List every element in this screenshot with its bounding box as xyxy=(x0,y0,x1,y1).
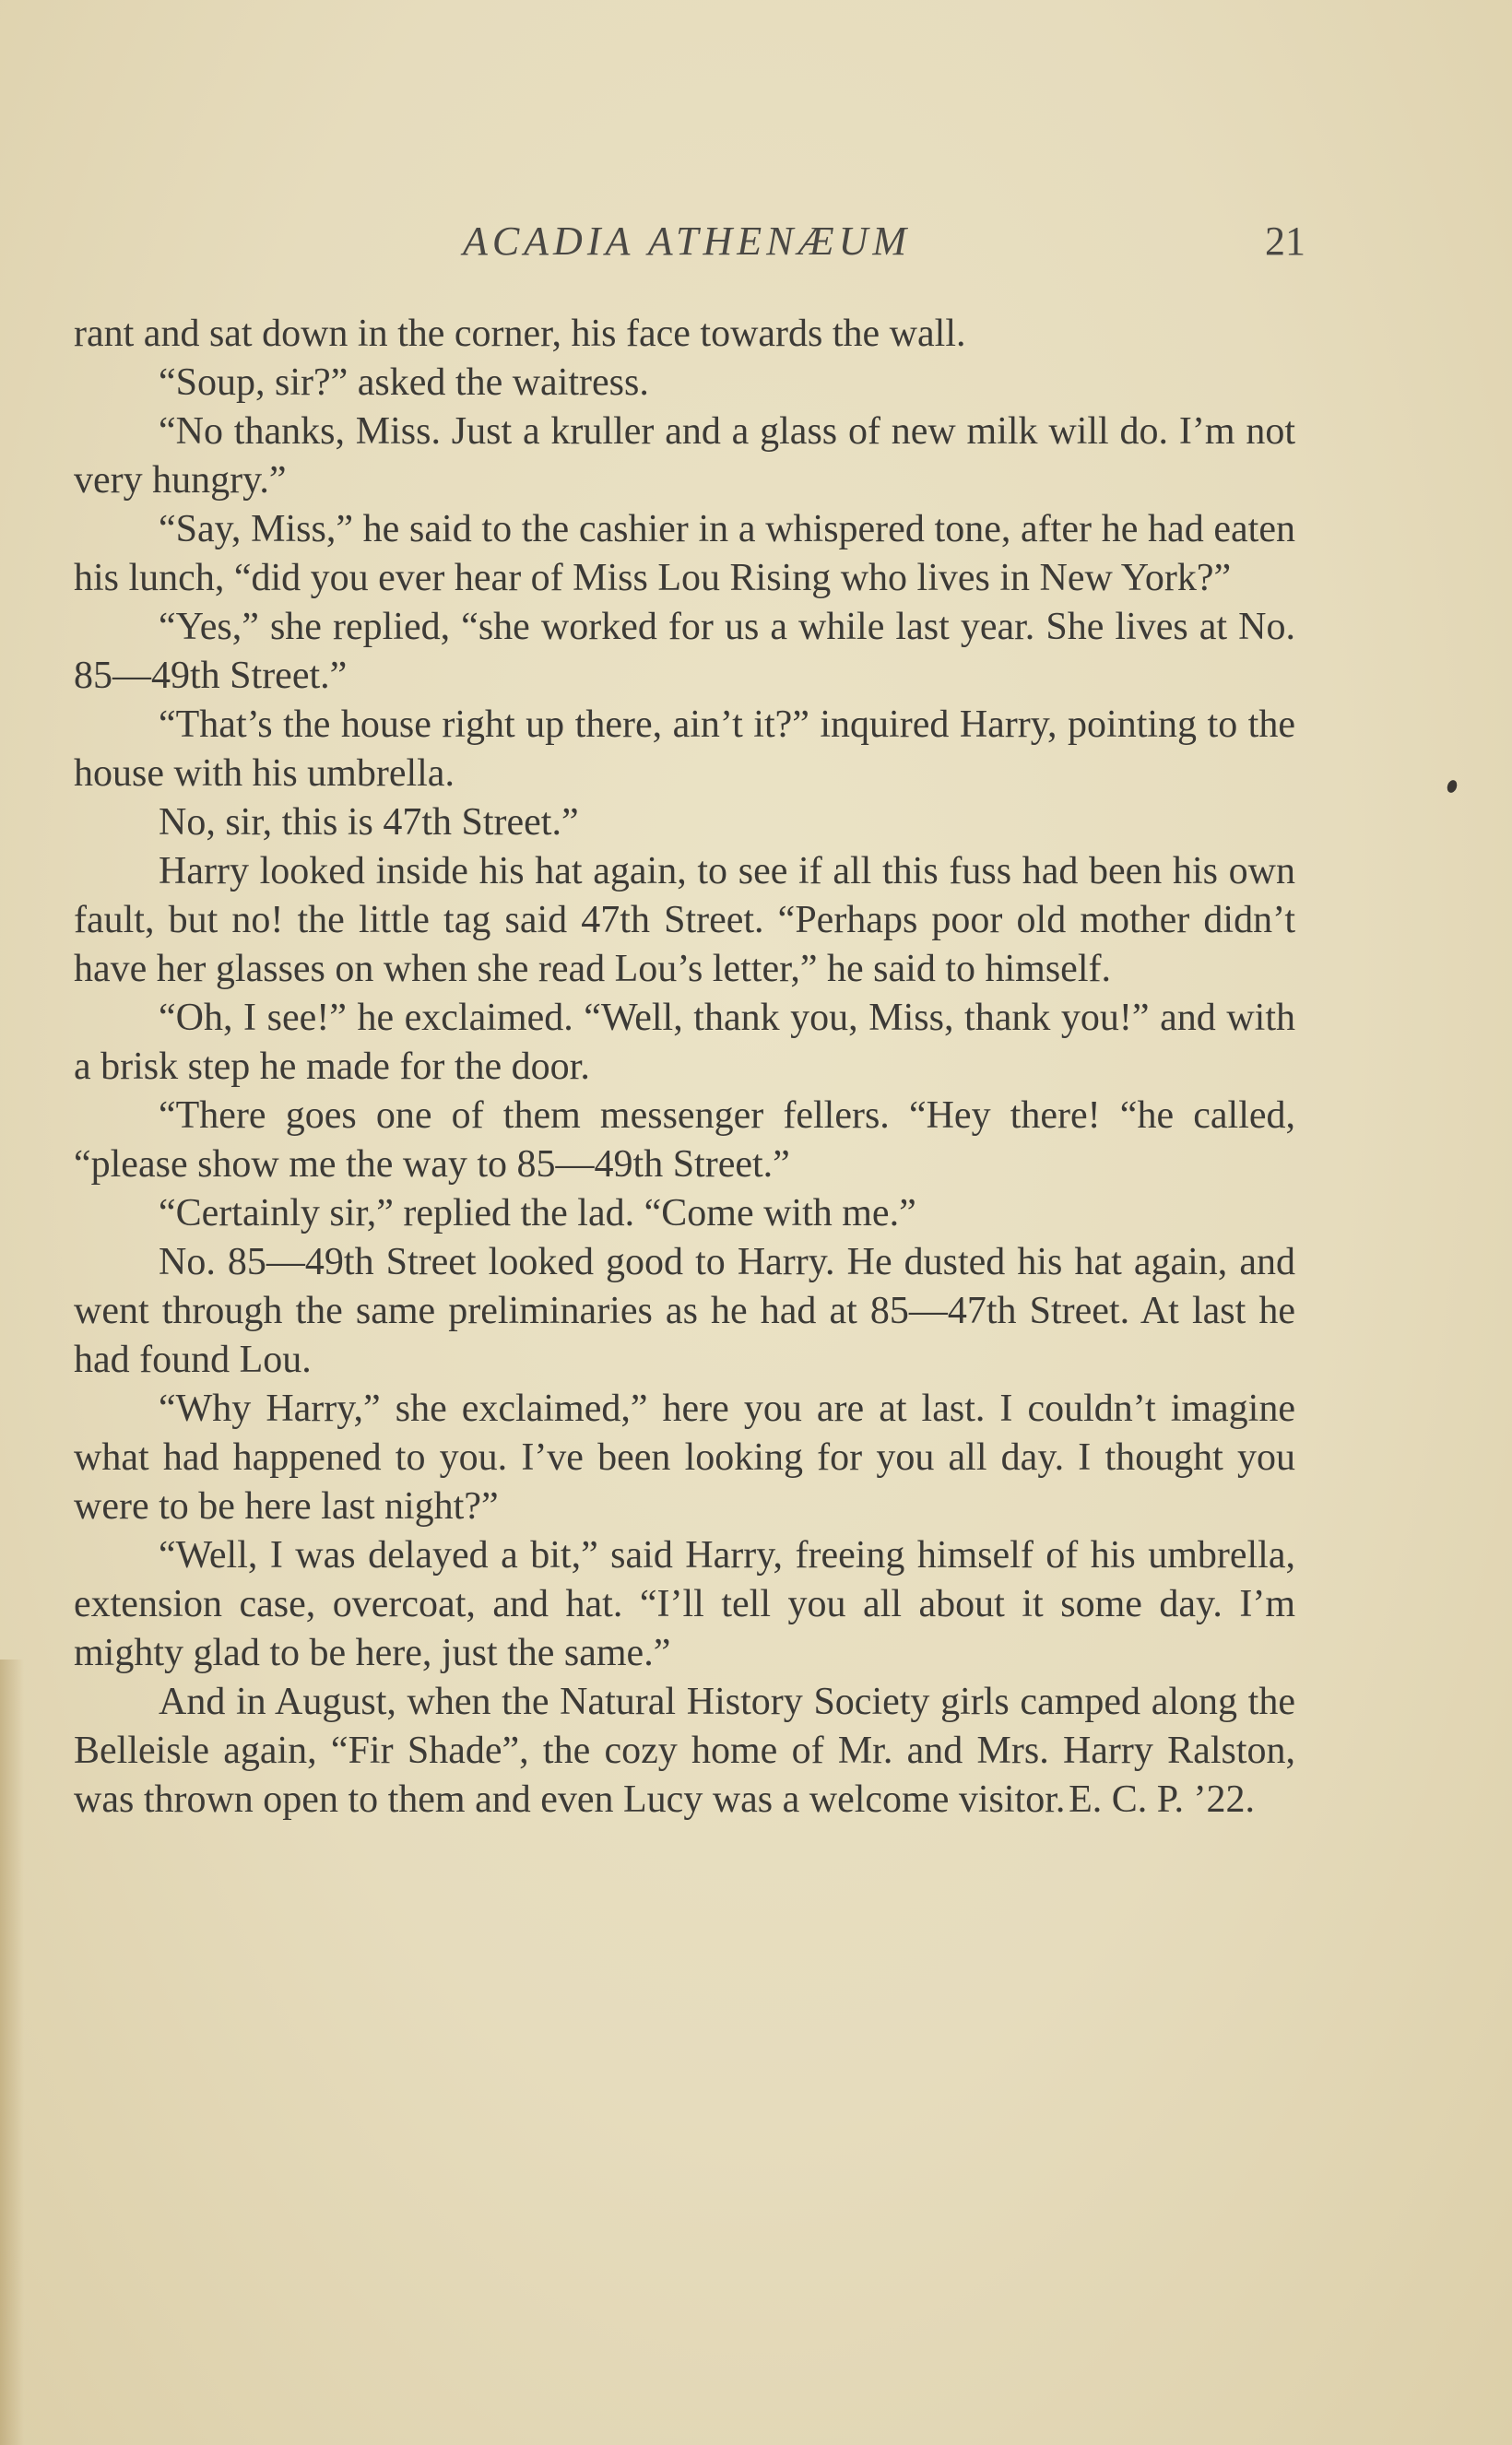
paragraph: “Say, Miss,” he said to the cashier in a whispered tone, after he had eaten his lunch, “did you ever hear of Miss Lou Rising who lives in New York?” xyxy=(74,508,1295,599)
page-header xyxy=(74,218,1305,282)
page-stain xyxy=(0,1660,24,2445)
final-paragraph xyxy=(74,1678,1295,1825)
paragraph: rant and sat down in the corner, his face towards the wall. xyxy=(74,313,966,355)
paragraph: “There goes one of them messenger fellers. “Hey there! “he called, “please show me the way to 85—49th Street.” xyxy=(74,1094,1295,1186)
paragraph: “Certainly sir,” replied the lad. “Come with me.” xyxy=(159,1192,916,1234)
journal-title: ACADIA ATHENÆUM xyxy=(462,219,912,264)
paragraph: “That’s the house right up there, ain’t it?” inquired Harry, pointing to the house with his umbrella. xyxy=(74,703,1295,795)
paragraph: Harry looked inside his hat again, to see if all this fuss had been his own fault, but no! the little tag said 47th Street. “Perhaps poor old mother didn’t have her glasses on when she read Lou’s letter,” he said to himself. xyxy=(74,850,1295,990)
paragraph: No. 85—49th Street looked good to Harry. He dusted his hat again, and went through the same preliminaries as he had at 85—47th Street. At last he had found Lou. xyxy=(74,1241,1295,1381)
paragraph: “Yes,” she replied, “she worked for us a while last year. She lives at No. 85—49th Street.” xyxy=(74,606,1295,697)
page-number: 21 xyxy=(1265,219,1305,264)
paragraph: “Well, I was delayed a bit,” said Harry, freeing himself of his umbrella, extension case, overcoat, and hat. “I’ll tell you all about it some day. I’m mighty glad to be here, just the same.” xyxy=(74,1534,1295,1674)
paragraph: “Soup, sir?” asked the waitress. xyxy=(159,361,649,404)
body-text xyxy=(74,310,1295,1825)
paragraph: No, sir, this is 47th Street.” xyxy=(159,801,579,844)
paragraph: “Oh, I see!” he exclaimed. “Well, thank you, Miss, thank you!” and with a brisk step he made for the door. xyxy=(74,997,1295,1088)
paragraph: “Why Harry,” she exclaimed,” here you are at last. I couldn’t imagine what had happened to you. I’ve been looking for you all day. I thought you were to be here last night?” xyxy=(74,1388,1295,1528)
ink-mark xyxy=(1446,779,1459,795)
paragraph-text: And in August, when the Natural History Society girls camped along the Belleisle again, “Fir Shade”, the cozy home of Mr. and Mrs. Harry Ralston, was thrown open to them and even Lucy was a welcome visitor. xyxy=(74,1681,1295,1821)
author-signature: E. C. P. ’22. xyxy=(1069,1778,1255,1821)
paragraph: “No thanks, Miss. Just a kruller and a glass of new milk will do. I’m not very hungry.” xyxy=(74,410,1295,502)
